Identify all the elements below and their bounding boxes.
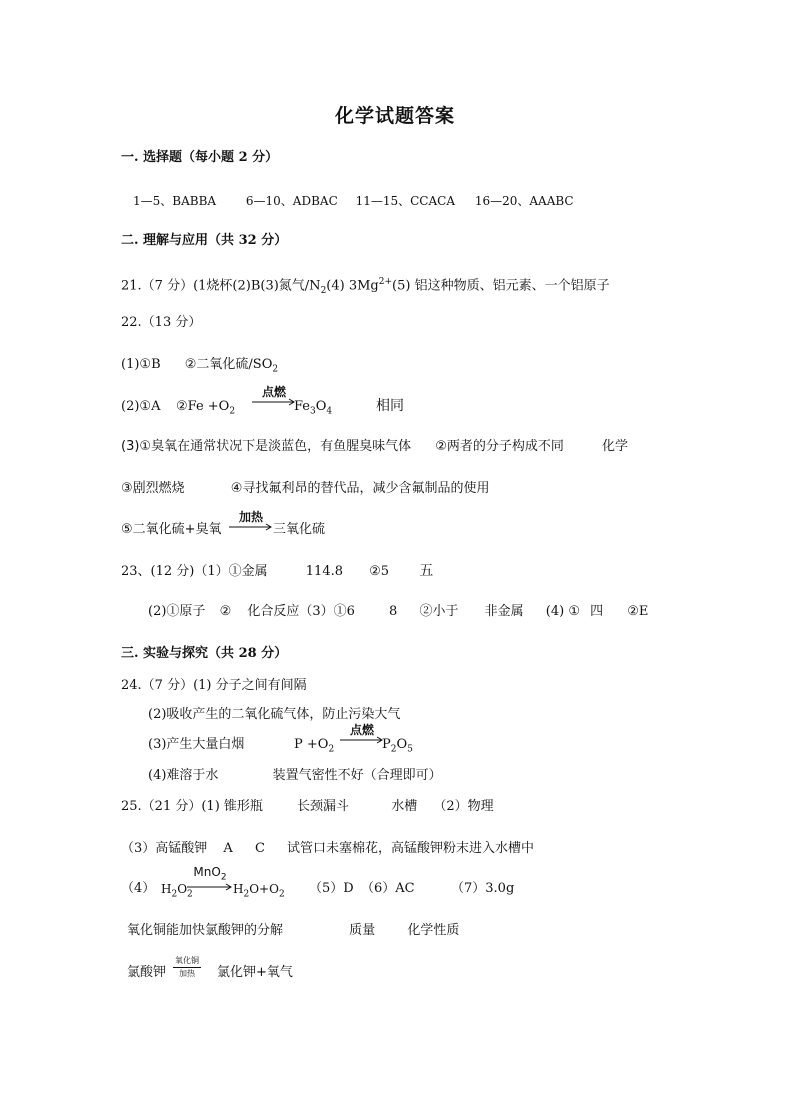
q25-3-products xyxy=(233,880,285,903)
reaction-bar-icon xyxy=(173,967,201,968)
q22-2-a: (2)①A xyxy=(121,399,161,414)
q25-1-c: 水槽 xyxy=(391,799,418,814)
q24-3-product-sub2: 5 xyxy=(407,744,413,755)
q23-1-b: 114.8 xyxy=(305,564,343,579)
q23-1-d: 五 xyxy=(419,563,434,579)
q25-3-f: （7）3.0g xyxy=(451,881,515,896)
q23-2-c: 化合反应（3）①6 xyxy=(247,604,355,619)
q24-3-product-o: O xyxy=(396,737,408,752)
q25-2-d: 试管口未塞棉花，高锰酸钾粉末进入水槽中 xyxy=(287,841,535,856)
q25-3-a: （4） xyxy=(121,881,156,896)
q23-2-i: ②E xyxy=(627,604,649,619)
q24-3-a: (3)产生大量白烟 xyxy=(148,737,245,752)
q22-line-1 xyxy=(121,356,278,379)
q23-2-h: 四 xyxy=(590,604,604,619)
q24-3-reactants xyxy=(294,736,334,759)
q25-line-5 xyxy=(127,956,427,990)
q23-2-b: ② xyxy=(219,604,232,619)
q25-5-catalyst: 氧化铜 xyxy=(175,956,199,965)
q25-3-reactant-o: O xyxy=(177,882,188,896)
q24-4-a: (4)难溶于水 xyxy=(148,768,219,783)
q21-part2: (4) 3Mg xyxy=(326,278,379,294)
q24-3-reactant-text: P +O xyxy=(294,737,329,752)
reaction-arrow-icon xyxy=(229,523,273,531)
q25-5-products: 氯化钾+氧气 xyxy=(217,965,293,980)
q23-2-g: (4) ① xyxy=(545,604,580,619)
q22-line-5 xyxy=(121,511,421,541)
q22-1-b: ②二氧化硫/SO xyxy=(184,357,273,372)
q22-5-reactants: ⑤二氧化硫+臭氧 xyxy=(121,522,222,537)
q22-heading: 22.（13 分） xyxy=(121,315,202,330)
q21-part3: (5) 铝这种物质、铝元素、一个铝原子 xyxy=(392,278,610,294)
q22-2-c: 相同 xyxy=(376,398,404,414)
q25-3-products-h: H xyxy=(233,882,244,896)
q22-2-equation xyxy=(176,398,235,421)
q22-2-product-sub1: 3 xyxy=(310,406,316,417)
q25-line-2 xyxy=(121,840,534,858)
q22-3-a: (3)①臭氧在通常状况下是淡蓝色，有鱼腥臭味气体 xyxy=(121,439,412,454)
q25-4-b: 质量 xyxy=(349,923,376,938)
q25-4-c: 化学性质 xyxy=(407,923,460,938)
q22-1-b-sub: 2 xyxy=(272,364,279,375)
q24-line-4 xyxy=(148,767,442,785)
reaction-arrow-icon xyxy=(252,398,296,406)
q24-3-product-p: P xyxy=(382,737,391,752)
q21-part1: 21.（7 分）(1烧杯(2)B(3)氮气/N xyxy=(121,278,321,294)
q24-3-reactant-sub: 2 xyxy=(328,744,335,755)
q25-2-c: C xyxy=(254,841,265,856)
q25-3-catalyst xyxy=(187,866,233,883)
q25-3-d: （5）D xyxy=(309,881,354,896)
q24-line-3 xyxy=(148,724,468,756)
q25-3-e: （6）AC xyxy=(361,881,415,896)
q22-2-reactants-sub: 2 xyxy=(229,406,236,417)
q22-3-c: 化学 xyxy=(602,439,629,454)
mc-answers-6-10: 6—10、ADBAC xyxy=(245,194,338,208)
q25-5-reaction-arrow xyxy=(173,956,201,979)
q24-4-b: 装置气密性不好（合理即可） xyxy=(272,768,442,783)
q25-1-b: 长颈漏斗 xyxy=(297,799,350,814)
mc-answers-1-5: 1—5、BABBA xyxy=(133,194,217,208)
q25-3-catalyst-text: MnO xyxy=(193,865,221,879)
q24-3-product-sub1: 2 xyxy=(390,744,397,755)
q24-line-2: (2)吸收产生的二氧化硫气体，防止污染大气 xyxy=(148,707,401,722)
q25-3-products-sub2: 2 xyxy=(278,889,285,900)
q22-line-4 xyxy=(121,480,489,498)
q23-1-a: 23、(12 分)（1）①金属 xyxy=(121,564,268,579)
q22-2-product-o: O xyxy=(315,399,327,414)
q22-2-reactants: ②Fe +O xyxy=(176,399,230,414)
q22-4-a: ③剧烈燃烧 xyxy=(121,481,185,496)
q22-4-b: ④寻找氟利昂的替代品，减少含氟制品的使用 xyxy=(230,481,490,496)
section-1-heading: 一. 选择题（每小题 2 分） xyxy=(121,150,279,165)
mc-answers-16-20: 16—20、AAABC xyxy=(474,194,574,208)
q25-2-a: （3）高锰酸钾 xyxy=(121,841,208,856)
reaction-arrow-icon xyxy=(187,883,233,891)
q22-1-a: (1)①B xyxy=(121,357,161,372)
q22-2-product-fe: Fe xyxy=(294,399,311,414)
q22-line-3 xyxy=(121,438,628,456)
q25-line-3 xyxy=(121,866,581,898)
q23-2-a: (2)①原子 xyxy=(148,604,206,619)
q22-2-condition: 点燃 xyxy=(261,385,286,399)
mc-answers-row xyxy=(133,192,574,210)
q22-5-condition: 加热 xyxy=(238,510,263,524)
q21-part1-sub: 2 xyxy=(320,285,327,296)
q22-5-product: 三氧化硫 xyxy=(273,522,326,537)
reaction-arrow-icon xyxy=(340,736,384,744)
q25-3-reactant-sub2: 2 xyxy=(187,889,193,900)
q25-5-condition: 加热 xyxy=(179,969,195,978)
q25-1-a: 25.（21 分）(1) 锥形瓶 xyxy=(121,799,263,814)
q23-2-f: 非金属 xyxy=(484,604,524,619)
q24-3-condition: 点燃 xyxy=(349,723,374,737)
q23-line-1 xyxy=(121,562,433,581)
q25-3-reaction-arrow xyxy=(185,866,231,891)
q24-3-reaction-arrow xyxy=(338,724,382,744)
q25-4-a: 氧化铜能加快氯酸钾的分解 xyxy=(127,923,284,938)
q25-3-reactant-h: H xyxy=(161,882,172,896)
q25-2-b: A xyxy=(223,841,233,856)
q25-3-products-mid: O+O xyxy=(249,882,279,896)
q24-line-1: 24.（7 分）(1) 分子之间有间隔 xyxy=(121,678,307,693)
section-3-heading: 三. 实验与探究（共 28 分） xyxy=(121,646,288,661)
section-2-heading: 二. 理解与应用（共 32 分） xyxy=(121,233,288,248)
q23-2-e: ②小于 xyxy=(419,604,459,619)
q23-line-2 xyxy=(148,603,648,621)
page-title: 化学试题答案 xyxy=(334,105,455,127)
q25-5-reactant: 氯酸钾 xyxy=(127,965,167,980)
q22-5-reaction-arrow xyxy=(227,511,271,531)
q22-2-product xyxy=(294,398,332,421)
q23-2-d: 8 xyxy=(389,604,398,619)
q25-1-d: （2）物理 xyxy=(433,799,494,814)
q21-part2-sup: 2+ xyxy=(378,277,393,287)
q22-2-product-sub2: 4 xyxy=(326,406,333,417)
q22-3-b: ②两者的分子构成不同 xyxy=(435,439,564,454)
q25-3-catalyst-sub: 2 xyxy=(220,872,227,883)
q25-3-products-sub1: 2 xyxy=(243,889,250,900)
q23-1-c: ②5 xyxy=(369,564,390,579)
q22-2-reaction-arrow xyxy=(250,386,294,406)
q25-line-4 xyxy=(127,922,459,940)
q25-line-1 xyxy=(121,798,494,816)
q21-answer xyxy=(121,273,610,300)
q25-3-reactant-sub1: 2 xyxy=(171,889,178,900)
mc-answers-11-15: 11—15、CCACA xyxy=(355,194,455,208)
q24-3-product xyxy=(382,736,413,759)
